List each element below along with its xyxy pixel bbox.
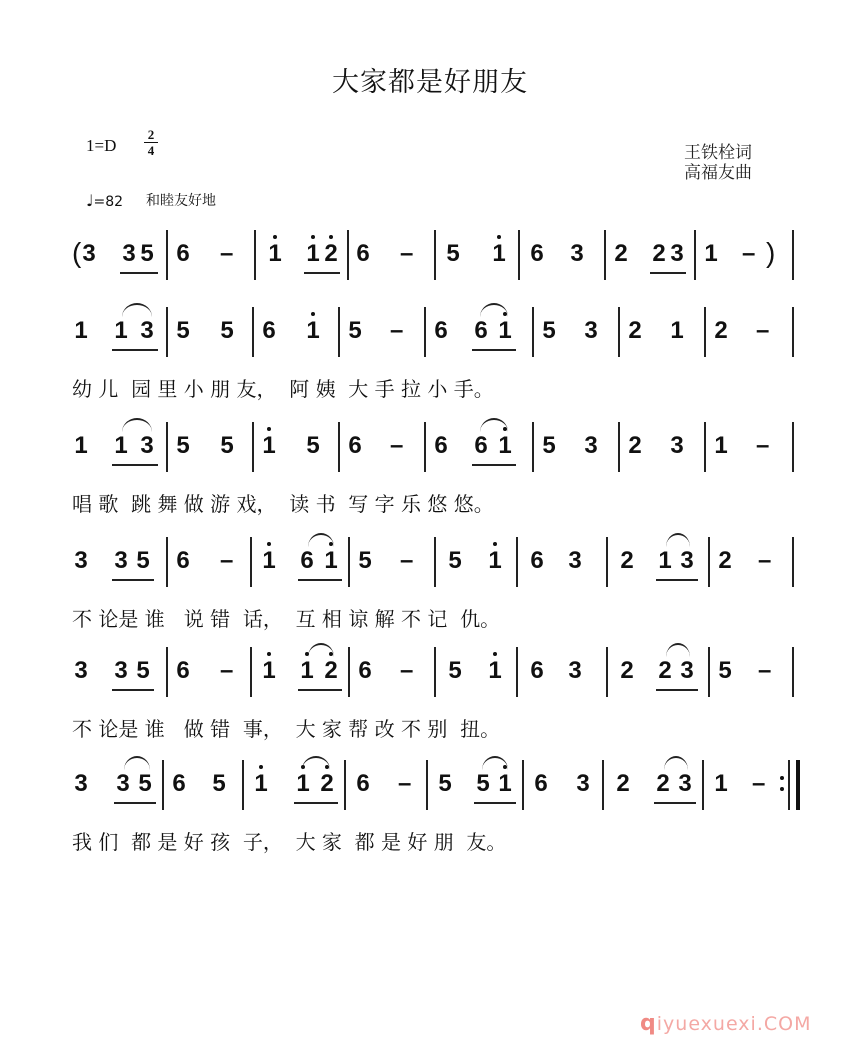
- note: 3: [570, 240, 584, 267]
- notation-line: [72, 305, 812, 365]
- score-row-3: [72, 535, 812, 631]
- note: 5: [438, 770, 452, 797]
- note: 6: [356, 240, 370, 267]
- slur: [666, 533, 690, 547]
- note-high: 2: [322, 657, 340, 685]
- watermark: [640, 1011, 812, 1036]
- slur: [124, 756, 150, 770]
- key-signature: [86, 136, 116, 156]
- note: 3: [568, 547, 582, 574]
- lyrics-line: 我 们 都 是 好 孩 子， 大 家 都 是 好 朋 友。: [72, 830, 507, 854]
- dash: –: [758, 547, 772, 574]
- note: 5: [476, 770, 490, 797]
- slur: [480, 418, 508, 432]
- note-high: 1: [260, 657, 278, 685]
- lyrics-line: 唱 歌 跳 舞 做 游 戏， 读 书 写 字 乐 悠 悠。: [72, 492, 494, 516]
- expression-marking: 和睦友好地: [146, 193, 216, 209]
- note: 5: [718, 657, 732, 684]
- barline: [434, 647, 436, 697]
- dash: –: [390, 432, 404, 459]
- note: 5: [176, 317, 190, 344]
- note-high: 1: [490, 240, 508, 268]
- dash: –: [756, 432, 770, 459]
- note: 6: [434, 317, 448, 344]
- dash: –: [398, 770, 412, 797]
- note: 6: [530, 657, 544, 684]
- barline: [606, 537, 608, 587]
- note: 6: [530, 240, 544, 267]
- note: 1: [74, 432, 88, 459]
- barline: [522, 760, 524, 810]
- underline-eighth: [472, 349, 516, 351]
- note: 3: [114, 547, 128, 574]
- barline: [792, 647, 794, 697]
- barline: [252, 307, 254, 357]
- note: 2: [718, 547, 732, 574]
- note: 6: [358, 657, 372, 684]
- barline: [518, 230, 520, 280]
- score-row-2: [72, 420, 812, 516]
- barline: [162, 760, 164, 810]
- underline-eighth: [654, 802, 696, 804]
- barline: [166, 647, 168, 697]
- time-denominator: 4: [147, 143, 155, 158]
- dash: –: [400, 547, 414, 574]
- barline: [348, 647, 350, 697]
- tempo-marking: [86, 191, 123, 210]
- note-high: 1: [304, 240, 322, 268]
- note: 3: [114, 657, 128, 684]
- composer: 高福友曲: [684, 163, 752, 183]
- note-high: 1: [298, 657, 316, 685]
- score-row-5: [72, 758, 812, 854]
- note: 5: [542, 432, 556, 459]
- note: 1: [714, 770, 728, 797]
- underline-eighth: [656, 689, 698, 691]
- slur: [480, 303, 508, 317]
- barline: [166, 422, 168, 472]
- note: 6: [474, 317, 488, 344]
- barline: [704, 422, 706, 472]
- barline: [424, 307, 426, 357]
- underline-eighth: [650, 272, 686, 274]
- note: 6: [474, 432, 488, 459]
- barline: [532, 307, 534, 357]
- note: 3: [670, 432, 684, 459]
- underline-eighth: [304, 272, 340, 274]
- tempo-value: =82: [93, 194, 124, 210]
- note: 1: [704, 240, 718, 267]
- notation-line: [72, 228, 812, 288]
- notation-line: [72, 420, 812, 480]
- quarter-note-icon: ♩: [86, 191, 94, 210]
- note: 1: [714, 432, 728, 459]
- note: 5: [212, 770, 226, 797]
- note: 3: [74, 770, 88, 797]
- underline-eighth: [298, 579, 342, 581]
- barline: [250, 537, 252, 587]
- note: 3: [678, 770, 692, 797]
- note: 3: [568, 657, 582, 684]
- note: 3: [680, 657, 694, 684]
- underline-eighth: [472, 464, 516, 466]
- note-high: 1: [496, 770, 514, 798]
- note: 5: [140, 240, 154, 267]
- barline: [694, 230, 696, 280]
- note: 2: [620, 657, 634, 684]
- barline: [254, 230, 256, 280]
- note: 6: [176, 657, 190, 684]
- note: 5: [306, 432, 320, 459]
- dash: –: [742, 240, 756, 267]
- note: 2: [656, 770, 670, 797]
- note: 5: [220, 317, 234, 344]
- note: 6: [176, 240, 190, 267]
- note: 5: [220, 432, 234, 459]
- slur: [302, 756, 330, 770]
- slur: [482, 756, 508, 770]
- barline: [348, 537, 350, 587]
- barline: [434, 230, 436, 280]
- note: 5: [542, 317, 556, 344]
- dash: –: [220, 657, 234, 684]
- note: 3: [584, 317, 598, 344]
- barline: [426, 760, 428, 810]
- note: 2: [616, 770, 630, 797]
- barline: [602, 760, 604, 810]
- note: 5: [176, 432, 190, 459]
- barline: [618, 307, 620, 357]
- note: 1: [74, 317, 88, 344]
- note: 1: [658, 547, 672, 574]
- note-high: 1: [260, 432, 278, 460]
- underline-eighth: [298, 689, 342, 691]
- underline-eighth: [656, 579, 698, 581]
- dash: –: [752, 770, 766, 797]
- note: 6: [262, 317, 276, 344]
- barline: [532, 422, 534, 472]
- note-high: 1: [496, 432, 514, 460]
- note-high: 1: [322, 547, 340, 575]
- note: 3: [116, 770, 130, 797]
- note: 2: [628, 317, 642, 344]
- note-high: 1: [486, 547, 504, 575]
- underline-eighth: [112, 579, 154, 581]
- note: 5: [348, 317, 362, 344]
- time-signature: [144, 128, 158, 157]
- note-high: 1: [496, 317, 514, 345]
- slur: [308, 643, 334, 657]
- note-high: 2: [318, 770, 336, 798]
- barline: [338, 422, 340, 472]
- barline: [702, 760, 704, 810]
- notation-line: [72, 645, 812, 705]
- note: 3: [576, 770, 590, 797]
- note: 6: [172, 770, 186, 797]
- note: 3: [670, 240, 684, 267]
- barline: [792, 537, 794, 587]
- note: 3: [82, 240, 96, 267]
- note: 1: [114, 317, 128, 344]
- dash: –: [400, 240, 414, 267]
- barline: [344, 760, 346, 810]
- score-row-4: [72, 645, 812, 741]
- repeat-dots: [780, 776, 784, 798]
- lyrics-line: 不 论是 谁 说 错 话， 互 相 谅 解 不 记 仇。: [72, 607, 501, 631]
- note: 2: [614, 240, 628, 267]
- underline-eighth: [112, 689, 154, 691]
- time-numerator: 2: [147, 127, 155, 142]
- barline: [792, 230, 794, 280]
- lyrics-line: 幼 儿 园 里 小 朋 友， 阿 姨 大 手 拉 小 手。: [72, 377, 494, 401]
- dash: –: [758, 657, 772, 684]
- barline: [434, 537, 436, 587]
- note: 6: [534, 770, 548, 797]
- note-high: 1: [252, 770, 270, 798]
- note: 2: [652, 240, 666, 267]
- barline: [606, 647, 608, 697]
- slur: [664, 756, 688, 770]
- note-high: 1: [266, 240, 284, 268]
- underline-eighth: [112, 464, 158, 466]
- barline: [166, 307, 168, 357]
- note: 6: [434, 432, 448, 459]
- watermark-logo-icon: q: [640, 1011, 657, 1036]
- note: 6: [356, 770, 370, 797]
- dash: –: [400, 657, 414, 684]
- note: 3: [122, 240, 136, 267]
- lyrics-line: 不 论是 谁 做 错 事， 大 家 帮 改 不 别 扭。: [72, 717, 501, 741]
- barline: [242, 760, 244, 810]
- barline: [252, 422, 254, 472]
- song-title: 大家都是好朋友: [332, 67, 528, 98]
- barline: [166, 537, 168, 587]
- notation-line: [72, 535, 812, 595]
- score-row-intro: [72, 228, 812, 288]
- note: 2: [714, 317, 728, 344]
- barline: [516, 647, 518, 697]
- note: 3: [74, 657, 88, 684]
- underline-eighth: [120, 272, 158, 274]
- note: 5: [448, 547, 462, 574]
- barline: [618, 422, 620, 472]
- note: 5: [448, 657, 462, 684]
- barline: [604, 230, 606, 280]
- barline: [166, 230, 168, 280]
- notation-line: [72, 758, 812, 818]
- note: 5: [136, 547, 150, 574]
- dash: –: [220, 240, 234, 267]
- note: 2: [628, 432, 642, 459]
- note-high: 2: [322, 240, 340, 268]
- credits: [684, 143, 752, 183]
- note: 2: [658, 657, 672, 684]
- open-paren: (: [72, 237, 82, 268]
- slur: [308, 533, 334, 547]
- note: 5: [136, 657, 150, 684]
- note: 2: [620, 547, 634, 574]
- note: 5: [446, 240, 460, 267]
- barline: [792, 307, 794, 357]
- note-high: 1: [304, 317, 322, 345]
- barline: [250, 647, 252, 697]
- lyricist: 王铁栓词: [684, 143, 752, 163]
- slur: [122, 418, 152, 432]
- note-high: 1: [486, 657, 504, 685]
- dash: –: [220, 547, 234, 574]
- note: 3: [140, 317, 154, 344]
- score-row-1: [72, 305, 812, 401]
- note: 3: [680, 547, 694, 574]
- barline: [704, 307, 706, 357]
- barline: [347, 230, 349, 280]
- underline-eighth: [114, 802, 156, 804]
- underline-eighth: [294, 802, 338, 804]
- watermark-text: iyuexuexi.COM: [656, 1013, 812, 1035]
- dash: –: [390, 317, 404, 344]
- note: 3: [584, 432, 598, 459]
- note: 6: [300, 547, 314, 574]
- note: 5: [138, 770, 152, 797]
- slur: [122, 303, 152, 317]
- key-text: 1=D: [86, 136, 117, 155]
- note: 1: [670, 317, 684, 344]
- note-high: 1: [294, 770, 312, 798]
- slur: [666, 643, 690, 657]
- note: 6: [176, 547, 190, 574]
- note: 3: [140, 432, 154, 459]
- underline-eighth: [112, 349, 158, 351]
- barline: [708, 647, 710, 697]
- note: 6: [348, 432, 362, 459]
- underline-eighth: [474, 802, 516, 804]
- note: 1: [114, 432, 128, 459]
- close-paren: ): [766, 237, 776, 268]
- note: 5: [358, 547, 372, 574]
- barline: [338, 307, 340, 357]
- barline: [708, 537, 710, 587]
- note-high: 1: [260, 547, 278, 575]
- barline: [424, 422, 426, 472]
- dash: –: [756, 317, 770, 344]
- note: 3: [74, 547, 88, 574]
- barline: [792, 422, 794, 472]
- barline: [516, 537, 518, 587]
- note: 6: [530, 547, 544, 574]
- final-repeat-barline: [788, 760, 800, 810]
